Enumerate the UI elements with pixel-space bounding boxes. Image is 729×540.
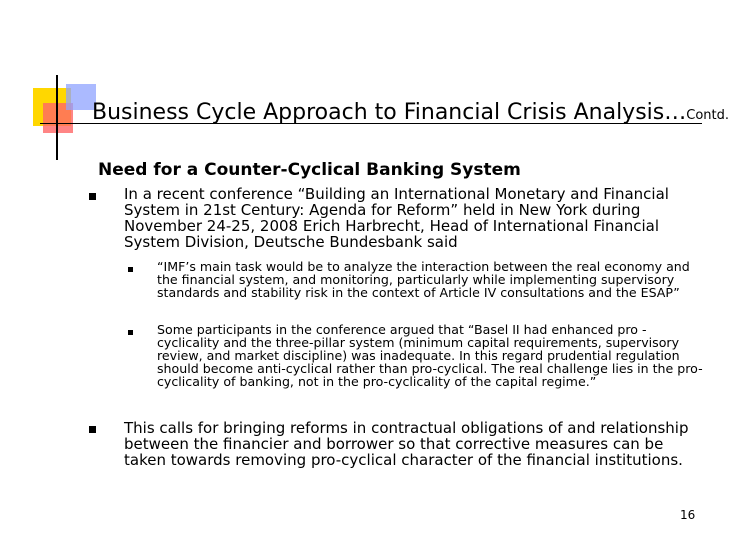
bullet-marker: [89, 426, 96, 433]
bullet-marker: [89, 193, 96, 200]
slide-title: [92, 100, 729, 125]
sub-bullet-marker: [128, 267, 133, 272]
slide-title-text: Business Cycle Approach to Financial Crisis Analysis…: [92, 100, 687, 125]
bullet-text: In a recent conference “Building an International Monetary and Financial System in 21st Century: Agenda for Reform” held in New York during November 24-25, 2008 Erich Harbrecht, Head of International Financial System Division, Deutsche Bundesbank said: [124, 185, 669, 251]
sub-bullet-text: “IMF’s main task would be to analyze the interaction between the real economy and the financial system, and monitoring, particularly while implementing supervisory standards and stability risk in the context of Article IV consultations and the ESAP”: [157, 259, 690, 300]
page-number: 16: [680, 508, 696, 522]
slide-title-suffix: Contd.: [686, 108, 729, 123]
sub-bullet-text: Some participants in the conference argued that “Basel II had enhanced pro -cyclicality and the three-pillar system (minimum capital requirements, supervisory review, and market discipline) was inadequate. In this regard prudential regulation should become anti-cyclical rather than pro-cyclical. The real challenge lies in the pro-cyclicality of banking, not in the pro-cyclicality of the capital regime.”: [157, 322, 703, 389]
bullet-text: This calls for bringing reforms in contractual obligations of and relationship between the financier and borrower so that corrective measures can be taken towards removing pro-cyclical character of the financial institutions.: [124, 419, 689, 469]
section-heading: Need for a Counter-Cyclical Banking System: [98, 160, 521, 180]
sub-bullet-marker: [128, 330, 133, 335]
ornament-vertical-line: [56, 75, 58, 160]
